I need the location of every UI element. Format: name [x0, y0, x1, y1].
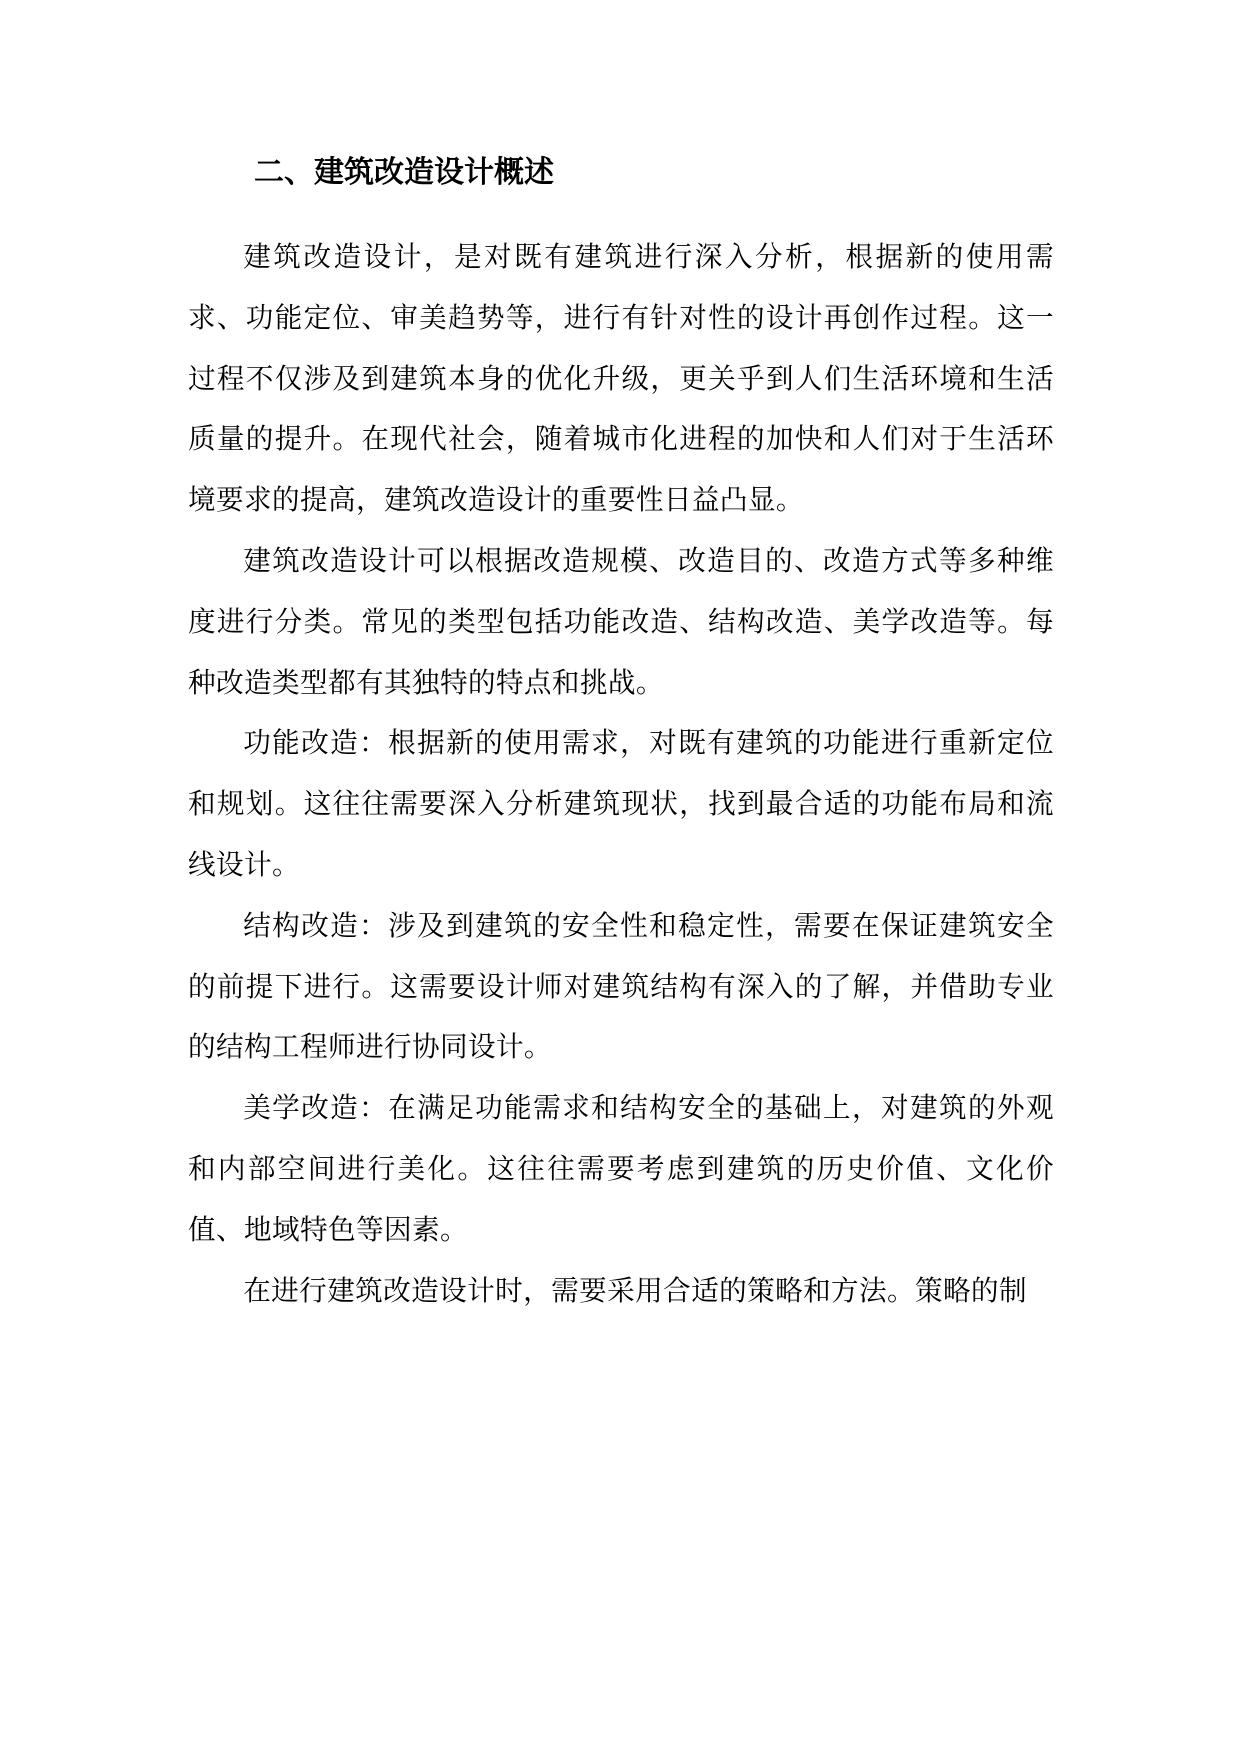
paragraph-classification: 建筑改造设计可以根据改造规模、改造目的、改造方式等多种维度进行分类。常见的类型包括功能改造、结构改造、美学改造等。每种改造类型都有其独特的特点和挑战。: [188, 543, 1054, 699]
paragraph-overview: 建筑改造设计，是对既有建筑进行深入分析，根据新的使用需求、功能定位、审美趋势等，进行有针对性的设计再创作过程。这一过程不仅涉及到建筑本身的优化升级，更关乎到人们生活环境和生活质量的提升。在现代社会，随着城市化进程的加快和人们对于生活环境要求的提高，建筑改造设计的重要性日益凸显。: [188, 240, 1054, 517]
paragraph-structural-renovation: 结构改造：涉及到建筑的安全性和稳定性，需要在保证建筑安全的前提下进行。这需要设计师对建筑结构有深入的了解，并借助专业的结构工程师进行协同设计。: [188, 908, 1054, 1064]
paragraph-aesthetic-renovation: 美学改造：在满足功能需求和结构安全的基础上，对建筑的外观和内部空间进行美化。这往往需要考虑到建筑的历史价值、文化价值、地域特色等因素。: [188, 1091, 1054, 1246]
paragraph-strategy: 在进行建筑改造设计时，需要采用合适的策略和方法。策略的制: [243, 1273, 1028, 1307]
section-heading: 二、建筑改造设计概述: [254, 155, 554, 190]
body-text: [188, 227, 1054, 1321]
paragraph-functional-renovation: 功能改造：根据新的使用需求，对既有建筑的功能进行重新定位和规划。这往往需要深入分析建筑现状，找到最合适的功能布局和流线设计。: [188, 726, 1054, 881]
